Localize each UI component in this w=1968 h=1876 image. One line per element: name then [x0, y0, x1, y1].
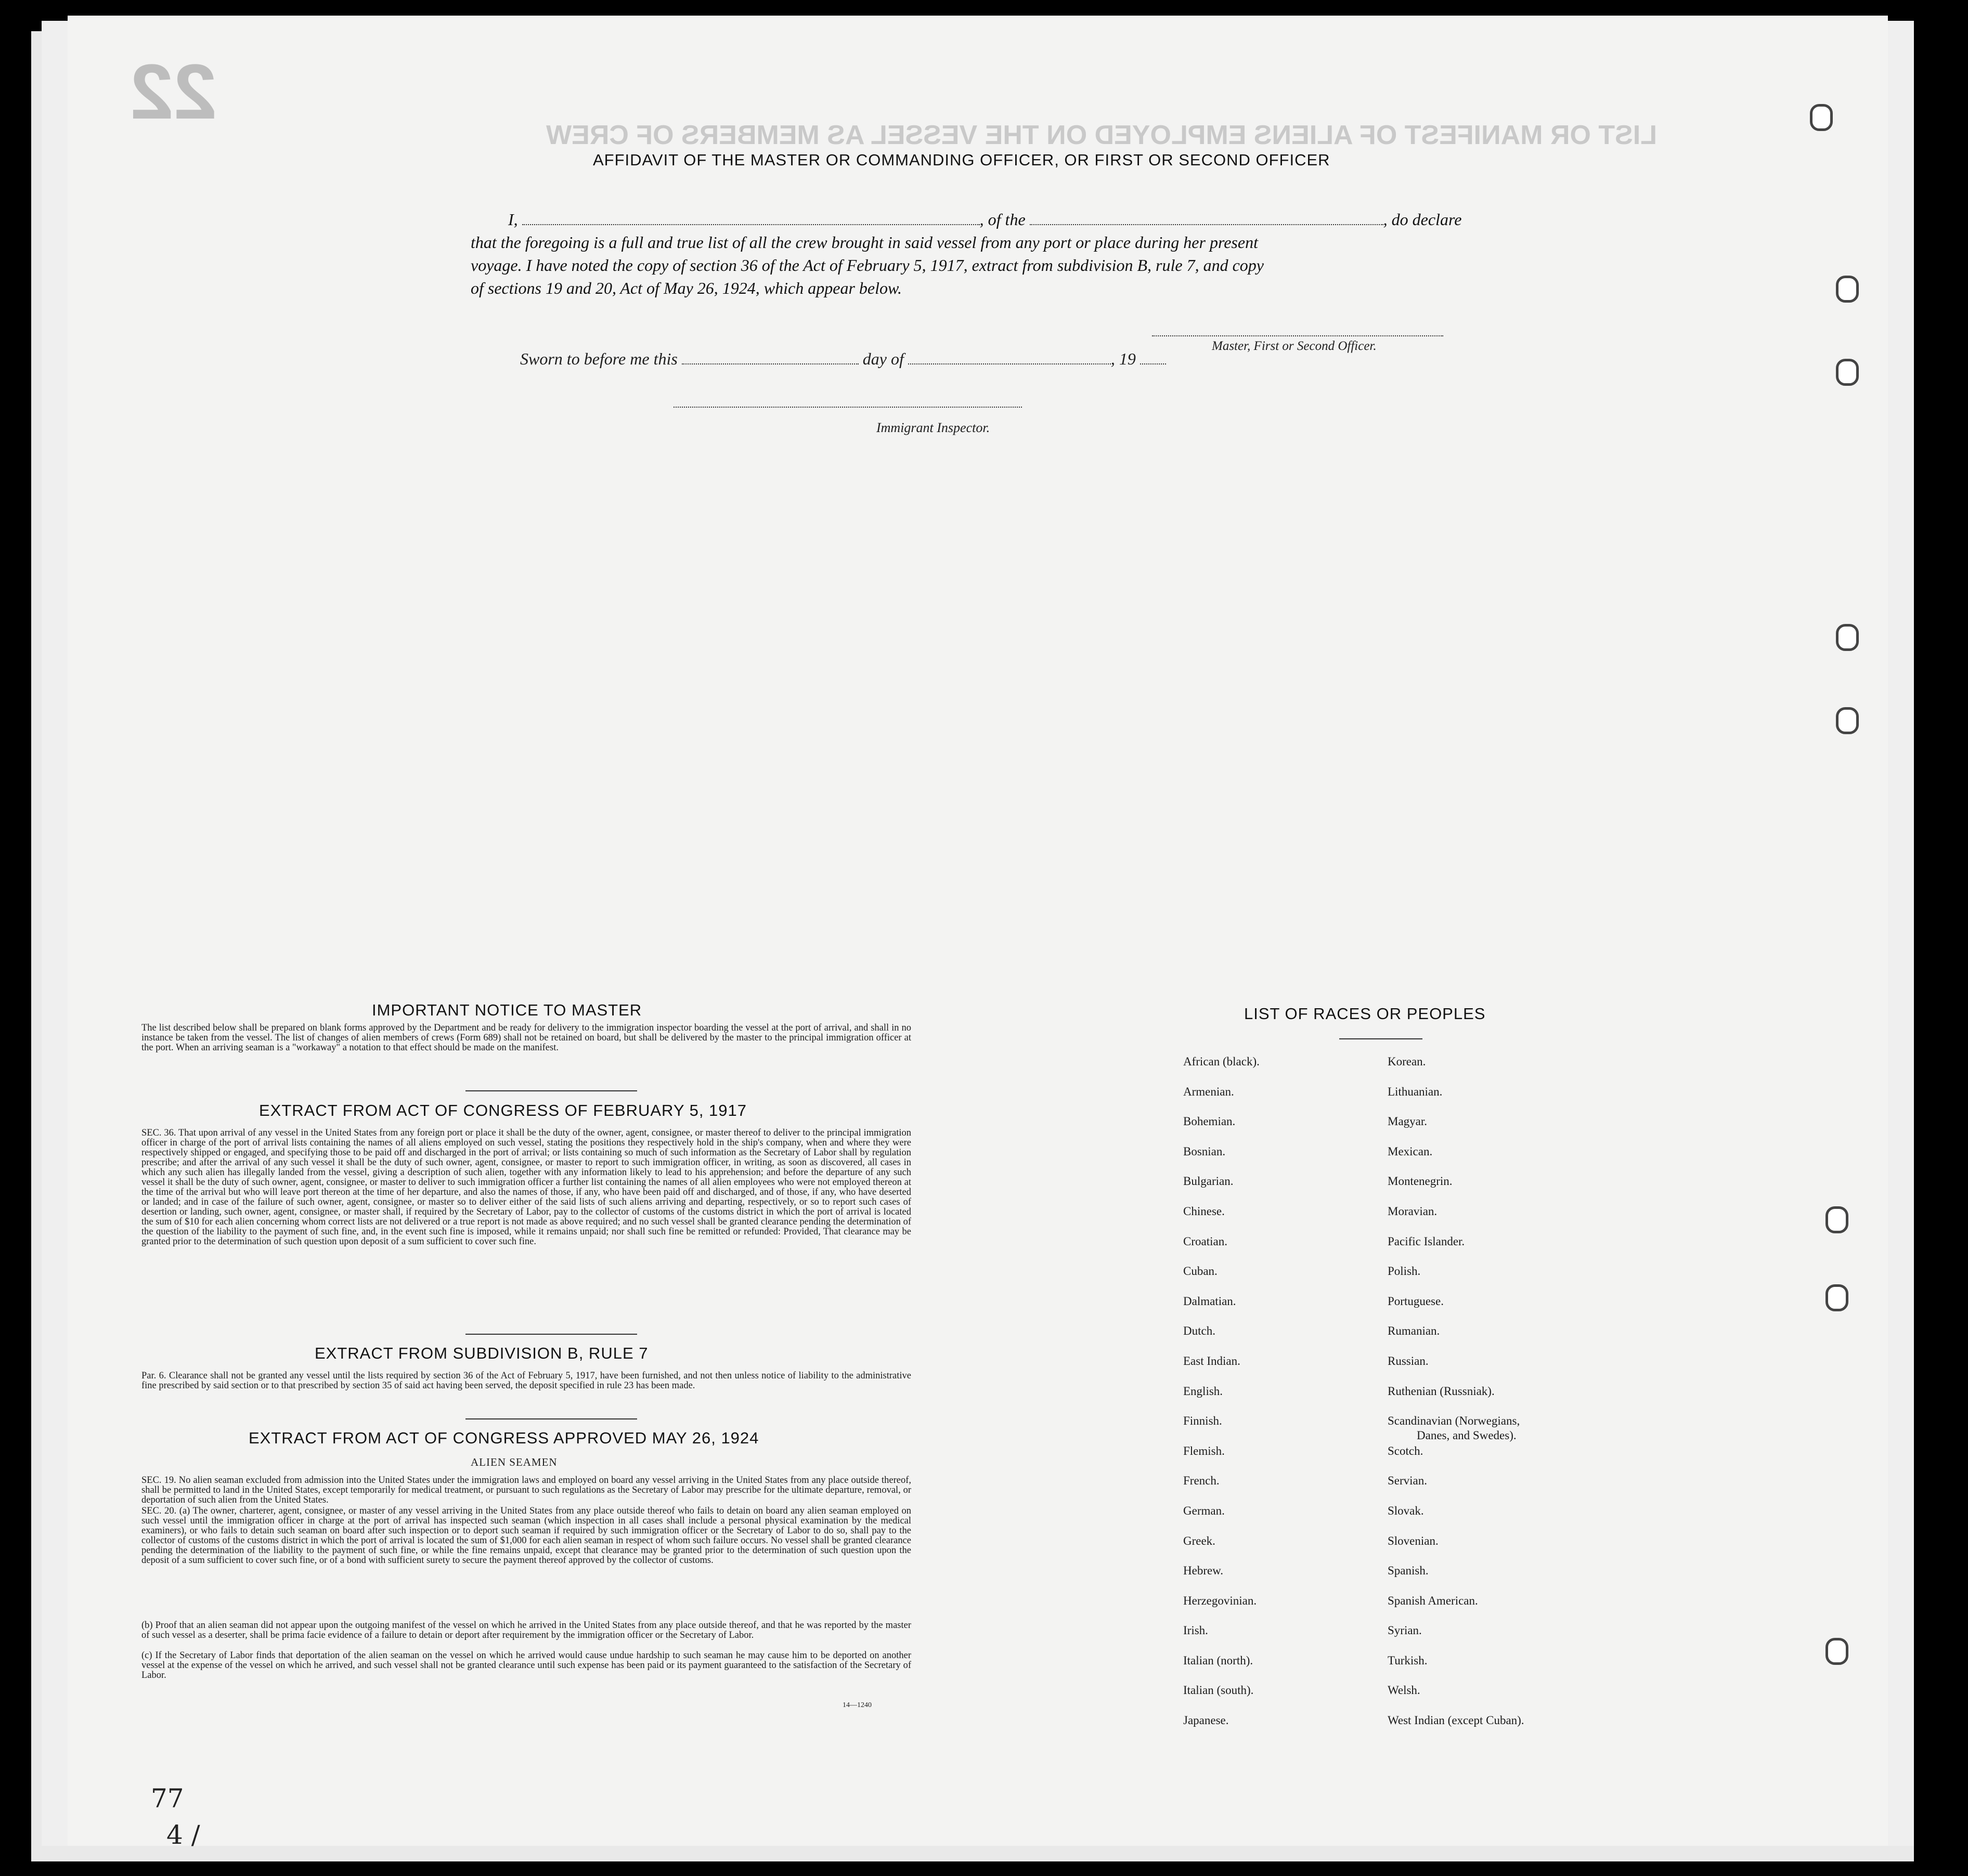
sworn-month-field[interactable] — [908, 363, 1111, 364]
rule7-text: Par. 6. Clearance shall not be granted any vessel until the lists required by section 36 of the Act of February 5, 1917, have been furnished, and not then unless notice of liability to the administrative fine prescribed by said section or to that prescribed by section 35 of said act having been served, the deposit specified in rule 23 has been made. — [141, 1371, 911, 1391]
race-item: Scotch. — [1388, 1444, 1423, 1457]
binder-hole — [1825, 1638, 1848, 1665]
declaration-line-3: of sections 19 and 20, Act of May 26, 1924, which appear below. — [471, 279, 902, 297]
race-item: Russian. — [1388, 1354, 1429, 1367]
declarant-name-field[interactable] — [522, 224, 980, 225]
sworn-day-field[interactable] — [682, 363, 859, 364]
race-item: Dutch. — [1183, 1324, 1215, 1338]
extract-1917-text: SEC. 36. That upon arrival of any vessel in the United States from any foreign port or place it shall be the duty of the owner, agent, consignee, or master thereof to deliver to the principal immigration officer in charge of the port of arrival lists containing the names of all aliens employed on such vessel, stating the positions they respectively hold in the ship's company, when and where they were respectively shipped or engaged, and specifying those to be paid off and discharged in the port of arrival; or lists containing so much of such information as the Secretary of Labor shall by regulation prescribe; and after the arrival of any such vessel it shall be the duty of such owner, agent, consignee, or master to report to such immigration officer, in writing, as soon as discovered, all cases in which any such alien has illegally landed from the vessel, giving a description of such alien, together with any information likely to lead to his apprehension; and before the departure of any such vessel it shall be the duty of such owner, agent, consignee, or master to deliver to such immigration officer a further list containing the names of all alien employees who were not employed thereon at the time of the arrival but who will leave port thereon at the time of her departure, and also the names of those, if any, who have been paid off and discharged, and of those, if any, who have deserted or landed; and in case of the failure of such owner, agent, consignee, or master so to deliver either of the said lists of such aliens arriving and departing, respectively, or so to report such cases of desertion or landing, such owner, agent, consignee, or master shall, if required by the Secretary of Labor, pay to the collector of customs of the customs district in which the port of arrival is located the sum of $10 for each alien concerning whom correct lists are not delivered or a true report is not made as above required; and no such vessel shall be granted clearance pending the determination of the question of the liability to the payment of such fine, and, in the event such fine is imposed, while it remains unpaid; nor shall such fine be remitted or refunded: Provided, That clearance may be granted prior to the determination of such question upon deposit of a sum sufficient to cover such fine. — [141, 1128, 911, 1247]
race-item: Spanish American. — [1388, 1594, 1478, 1607]
race-item: Portuguese. — [1388, 1294, 1444, 1308]
race-item: Flemish. — [1183, 1444, 1225, 1457]
sec20a-text: SEC. 20. (a) The owner, charterer, agent, consignee, or master of any vessel arriving in the United States from any place outside thereof who fails to detain on board any alien seaman employed on such vessel until the immigration officer in charge at the port of arrival has inspected such seaman (which inspection in all cases shall include a personal physical examination by the medical examiners), or who fails to detain such seaman on board after such inspection or to deport such seaman if required by such immigration officer or the Secretary of Labor to do so, shall pay to the collector of customs of the customs district in which the port of arrival is located the sum of $1,000 for each alien seaman in respect of whom such failure occurs. No vessel shall be granted clearance pending the determination of the liability to the payment of such fine, or while the fine remains unpaid, except that clearance may be granted prior to the determination of such question upon the deposit of a sum sufficient to cover such fine, or of a bond with sufficient surety to secure the payment thereof approved by the collector of customs. — [141, 1506, 911, 1566]
races-title: LIST OF RACES OR PEOPLES — [1244, 1005, 1486, 1023]
race-item: Turkish. — [1388, 1653, 1428, 1667]
race-item: Finnish. — [1183, 1414, 1222, 1428]
race-item: Croatian. — [1183, 1234, 1227, 1248]
race-item: Dalmatian. — [1183, 1294, 1236, 1308]
sec20c-text: (c) If the Secretary of Labor finds that deportation of the alien seaman on the vessel on which he arrived would cause undue hardship to such seaman he may cause him to be deported on another vessel at the expense of the vessel on which he arrived, and such vessel shall not be granted clearance until such expense has been paid or its payment guaranteed to the satisfaction of the Secretary of Labor. — [141, 1650, 911, 1680]
ghost-page-number: 22 — [130, 48, 217, 135]
affidavit-title: AFFIDAVIT OF THE MASTER OR COMMANDING OFFICER, OR FIRST OR SECOND OFFICER — [593, 151, 1330, 169]
race-item: Korean. — [1388, 1055, 1426, 1068]
affidavit-declaration — [471, 208, 1480, 299]
race-item: Hebrew. — [1183, 1564, 1224, 1578]
races-column-2 — [1388, 1054, 1524, 1743]
handwritten-mark: 4 / — [166, 1820, 200, 1850]
race-item: Greek. — [1183, 1534, 1215, 1547]
extract-1924-title: EXTRACT FROM ACT OF CONGRESS APPROVED MAY 26, 1924 — [249, 1429, 759, 1447]
master-signature-label: Master, First or Second Officer. — [1212, 339, 1377, 353]
race-item: Montenegrin. — [1388, 1175, 1453, 1188]
race-item: Moravian. — [1388, 1204, 1438, 1218]
race-item: Spanish. — [1388, 1564, 1429, 1578]
divider — [1339, 1038, 1422, 1039]
race-item: Japanese. — [1183, 1714, 1229, 1727]
race-item-wrap: Danes, and Swedes). — [1417, 1429, 1517, 1442]
race-item: African (black). — [1183, 1055, 1260, 1068]
binder-hole — [1825, 1206, 1848, 1233]
do-declare-label: , do declare — [1383, 210, 1462, 229]
race-item: Mexican. — [1388, 1144, 1433, 1158]
divider — [465, 1334, 637, 1335]
binder-hole — [1825, 1284, 1848, 1311]
race-item: Magyar. — [1388, 1115, 1428, 1128]
race-item: West Indian (except Cuban). — [1388, 1714, 1524, 1727]
declaration-line-2: voyage. I have noted the copy of section 36 of the Act of February 5, 1917, extract from subdivision B, rule 7, and copy — [471, 256, 1264, 275]
sworn-label: Sworn to before me this — [520, 349, 678, 368]
vessel-name-field[interactable] — [1030, 224, 1383, 225]
sworn-year-field[interactable] — [1140, 363, 1166, 364]
declaration-line-1: that the foregoing is a full and true list of all the crew brought in said vessel from any port or place during her present — [471, 233, 1258, 252]
divider — [465, 1418, 637, 1419]
race-item: Chinese. — [1183, 1204, 1225, 1218]
year-prefix: , 19 — [1110, 349, 1136, 368]
inspector-signature-line[interactable] — [674, 407, 1022, 408]
race-item: Armenian. — [1183, 1085, 1234, 1098]
sworn-line — [520, 349, 1166, 369]
binder-hole — [1836, 359, 1859, 386]
inspector-label: Immigrant Inspector. — [876, 420, 990, 435]
declarant-label: I, — [508, 210, 518, 229]
master-signature-line[interactable] — [1152, 335, 1443, 336]
sec20b-text: (b) Proof that an alien seaman did not appear upon the outgoing manifest of the vessel on which he arrived in the United States from any place outside thereof, and that he was reported by the master of such vessel as a deserter, shall be prima facie evidence of a failure to detain or deport after requirement by the immigration officer or the Secretary of Labor. — [141, 1620, 911, 1640]
divider — [465, 1090, 637, 1091]
race-item: Servian. — [1388, 1474, 1428, 1488]
races-column-1 — [1183, 1054, 1260, 1743]
race-item: Lithuanian. — [1388, 1085, 1443, 1098]
race-item: French. — [1183, 1474, 1220, 1488]
race-item: Pacific Islander. — [1388, 1234, 1465, 1248]
form-number: 14—1240 — [843, 1701, 872, 1709]
race-item: Irish. — [1183, 1624, 1208, 1637]
race-item: Italian (north). — [1183, 1653, 1253, 1667]
race-item: Italian (south). — [1183, 1684, 1254, 1697]
race-item: Polish. — [1388, 1265, 1421, 1278]
alien-seamen-subtitle: ALIEN SEAMEN — [471, 1456, 558, 1468]
binder-hole — [1836, 276, 1859, 303]
race-item: Rumanian. — [1388, 1324, 1440, 1338]
handwritten-mark: 77 — [151, 1783, 184, 1814]
race-item: Ruthenian (Russniak). — [1388, 1384, 1495, 1398]
sec19-text: SEC. 19. No alien seaman excluded from admission into the United States under the immigration laws and employed on board any vessel arriving in the United States from any place outside thereof, shall be permitted to land in the United States, except temporarily for medical treatment, or pursuant to such regulations as the Secretary of Labor may prescribe for the ultimate departure, removal, or deportation of such alien from the United States. — [141, 1475, 911, 1505]
race-item: East Indian. — [1183, 1354, 1240, 1367]
race-item: Syrian. — [1388, 1624, 1422, 1637]
race-item: Slovak. — [1388, 1504, 1424, 1517]
binder-hole — [1836, 624, 1859, 651]
race-item: Welsh. — [1388, 1684, 1420, 1697]
race-item: Herzegovinian. — [1183, 1594, 1257, 1607]
race-item: English. — [1183, 1384, 1223, 1398]
race-item: German. — [1183, 1504, 1225, 1517]
race-item: Bulgarian. — [1183, 1175, 1234, 1188]
notice-text: The list described below shall be prepared on blank forms approved by the Department and be ready for delivery to the immigration inspector boarding the vessel at the port of arrival, and shall in no instance be taken from the vessel. The list of changes of alien members of crews (Form 689) shall not be retained on board, but shall be delivered by the master to the principal immigration officer at the port. When an arriving seaman is a "workaway" a notation to that effect should be made on the manifest. — [141, 1023, 911, 1053]
race-item: Cuban. — [1183, 1265, 1218, 1278]
extract-1917-title: EXTRACT FROM ACT OF CONGRESS OF FEBRUARY 5, 1917 — [259, 1101, 747, 1119]
of-the-label: , of the — [979, 210, 1026, 229]
race-item: Slovenian. — [1388, 1534, 1439, 1547]
race-item: Scandinavian (Norwegians, Danes, and Swedes). — [1388, 1414, 1524, 1444]
binder-hole — [1810, 104, 1833, 131]
day-of-label: day of — [862, 349, 904, 368]
rule7-title: EXTRACT FROM SUBDIVISION B, RULE 7 — [315, 1344, 649, 1362]
race-item: Bosnian. — [1183, 1144, 1226, 1158]
race-item: Bohemian. — [1183, 1115, 1236, 1128]
binder-hole — [1836, 707, 1859, 734]
ghost-list-title: LIST OR MANIFEST OF ALIENS EMPLOYED ON THE VESSEL AS MEMBERS OF CREW — [546, 120, 1657, 150]
notice-title: IMPORTANT NOTICE TO MASTER — [372, 1001, 642, 1019]
